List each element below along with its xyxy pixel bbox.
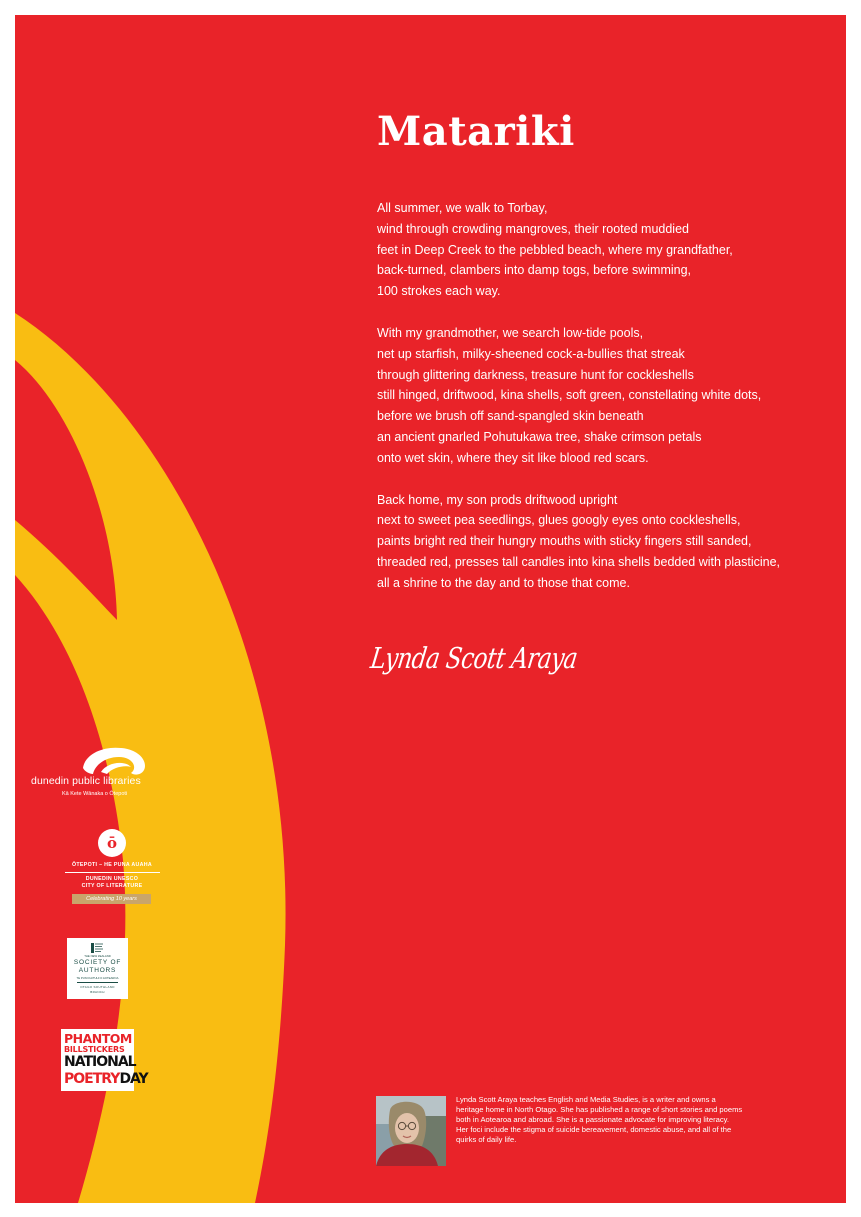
- soa-subtitle: TE PUNI KAITUHI O AOTEAROA: [76, 976, 119, 980]
- poem-body: [377, 198, 827, 615]
- poem-line: onto wet skin, where they sit like blood red scars.: [377, 450, 649, 465]
- unesco-line-1: ŌTEPOTI – HE PUNA AUAHA: [71, 862, 153, 868]
- poem-line: Back home, my son prods driftwood upright: [377, 492, 618, 507]
- poem-line: through glittering darkness, treasure hunt for cockleshells: [377, 367, 694, 382]
- soa-divider: [77, 982, 118, 983]
- author-portrait-image: [376, 1096, 446, 1166]
- poem-line: net up starfish, milky-sheened cock-a-bullies that streak: [377, 346, 685, 361]
- poem-line: threaded red, presses tall candles into kina shells bedded with plasticine,: [377, 554, 781, 569]
- poem-line: All summer, we walk to Torbay,: [377, 201, 548, 215]
- poem-line: paints bright red their hungry mouths with sticky fingers still sanded,: [377, 534, 752, 549]
- soa-branch-2: BRANCH: [90, 990, 105, 994]
- author-bio: [456, 1095, 791, 1145]
- poem-line: back-turned, clambers into damp togs, before swimming,: [377, 263, 692, 278]
- npd-day: DAY: [119, 1071, 148, 1087]
- unesco-line-2: [51, 876, 173, 890]
- stanza-3: [377, 490, 827, 594]
- npd-poetry: POETRY: [64, 1071, 120, 1087]
- unesco-dunedin: DUNEDIN UNESCO: [85, 876, 139, 882]
- soa-line-1: SOCIETY OF: [73, 959, 122, 966]
- poem-title: Matariki: [377, 108, 575, 155]
- poem-line: all a shrine to the day and to those that come.: [377, 575, 630, 590]
- poem-line: 100 strokes each way.: [377, 284, 501, 299]
- unesco-divider: [65, 872, 160, 873]
- author-signature: Lynda Scott Araya: [368, 643, 580, 676]
- stanza-1: [377, 198, 827, 302]
- author-photo: [376, 1096, 446, 1166]
- poem-line: feet in Deep Creek to the pebbled beach, where my grandfather,: [377, 242, 733, 257]
- book-icon: [89, 942, 105, 954]
- npd-phantom: PHANTOM: [64, 1031, 132, 1046]
- national-poetry-day-logo: [61, 1029, 148, 1091]
- libraries-subtitle: Kā Kete Wānaka o Ōtepoti: [62, 791, 128, 797]
- bio-line: quirks of daily life.: [456, 1135, 517, 1145]
- soa-country: THE NEW ZEALAND: [84, 954, 111, 958]
- poster: [15, 15, 846, 1203]
- soa-line-2: AUTHORS: [78, 967, 117, 974]
- unesco-anniversary-badge: Celebrating 10 years: [72, 894, 151, 904]
- poem-line: still hinged, driftwood, kina shells, soft green, constellating white dots,: [377, 388, 762, 403]
- unesco-circle-icon: ō: [98, 829, 126, 857]
- npd-national: NATIONAL: [64, 1054, 136, 1070]
- npd-billstickers: BILLSTICKERS: [64, 1045, 125, 1054]
- bio-line: heritage home in North Otago. She has published a range of short stories and poems: [456, 1105, 743, 1115]
- poem-line: before we brush off sand-spangled skin beneath: [377, 409, 644, 424]
- libraries-name: dunedin public libraries: [31, 775, 141, 787]
- soa-branch-1: OTAGO SOUTHLAND: [80, 985, 115, 989]
- bio-line: Lynda Scott Araya teaches English and Media Studies, is a writer and owns a: [456, 1095, 716, 1104]
- stanza-2: [377, 323, 827, 469]
- poem-line: next to sweet pea seedlings, glues googly eyes onto cockleshells,: [377, 513, 741, 528]
- poem-line: wind through crowding mangroves, their rooted muddied: [377, 221, 689, 236]
- npd-poetry-day: [64, 1071, 148, 1087]
- poem-line: an ancient gnarled Pohutukawa tree, shake crimson petals: [377, 429, 702, 444]
- society-of-authors-logo: [67, 938, 128, 999]
- unesco-city: CITY OF LITERATURE: [81, 883, 143, 889]
- poem-line: With my grandmother, we search low-tide pools,: [377, 325, 644, 340]
- bio-line: Her foci include the stigma of suicide bereavement, domestic abuse, and all of the: [456, 1125, 732, 1135]
- bio-line: both in Aotearoa and abroad. She is a passionate advocate for improving literacy.: [456, 1115, 729, 1125]
